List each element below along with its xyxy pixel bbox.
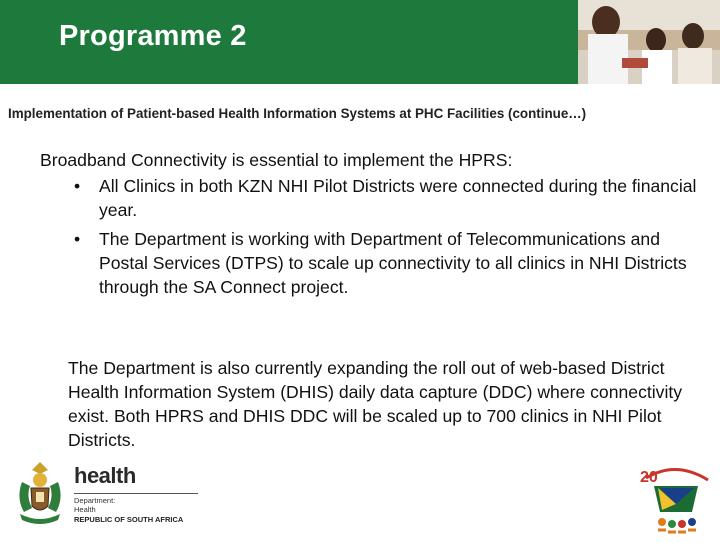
health-wordmark: health xyxy=(74,463,136,488)
header-bar xyxy=(0,0,720,84)
list-item xyxy=(70,227,700,299)
bullet-text: All Clinics in both KZN NHI Pilot Districts were connected during the financial year. xyxy=(99,176,697,220)
bullet-text: The Department is working with Department of Telecommunications and Postal Services (DTPS) to scale up connectivity to all clinics in NHI Districts through the SA Connect project. xyxy=(99,229,687,297)
clinic-photo xyxy=(578,0,720,84)
intro-text: Broadband Connectivity is essential to implement the HPRS: xyxy=(40,150,513,170)
department-label: Department: Health xyxy=(74,496,116,514)
page-title: Programme 2 xyxy=(59,20,247,52)
department-logo xyxy=(6,458,206,528)
twenty-years-badge-icon xyxy=(636,458,716,538)
republic-label: REPUBLIC OF SOUTH AFRICA xyxy=(74,515,184,524)
svg-text:20: 20 xyxy=(640,469,658,486)
coat-of-arms-icon xyxy=(12,458,68,526)
bullet-icon: • xyxy=(74,176,81,196)
body-paragraph: The Department is also currently expanding the roll out of web-based District Health Information System (DHIS) daily data capture (DDC) where connectivity exist. Both HPRS and DHIS DDC will be scaled up to 700 clinics in NHI Pilot Districts. xyxy=(68,358,683,450)
bullet-list xyxy=(70,174,700,304)
logo-divider xyxy=(74,493,198,494)
slide-subtitle: Implementation of Patient-based Health Information Systems at PHC Facilities (continue…) xyxy=(8,106,587,121)
bullet-icon: • xyxy=(74,229,81,249)
list-item xyxy=(70,174,700,222)
